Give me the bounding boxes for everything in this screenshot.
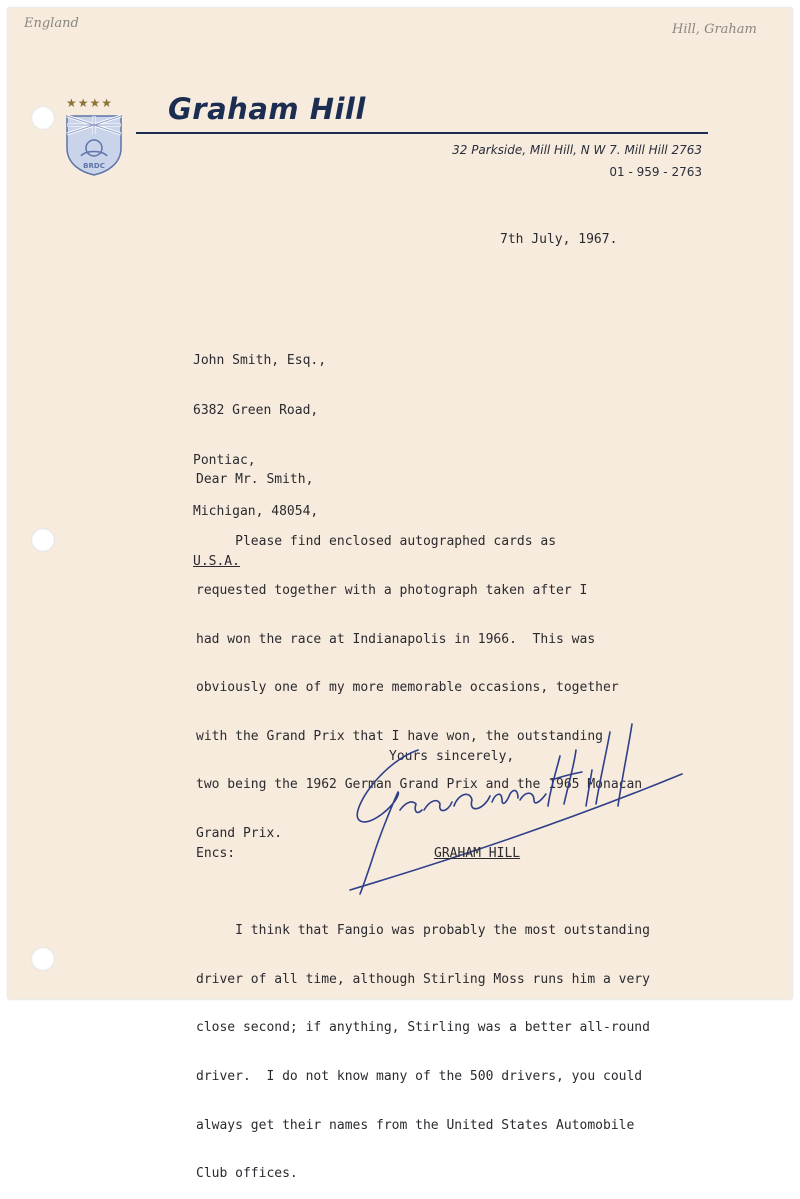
letterhead-name: Graham Hill: [168, 92, 366, 126]
recipient-line: Michigan, 48054,: [193, 503, 319, 519]
letterhead-phone: 01 - 959 - 2763: [609, 165, 702, 179]
body-line: always get their names from the United States Automobile: [196, 1117, 635, 1133]
body-line: close second; if anything, Stirling was a better all-round: [196, 1020, 650, 1036]
letterhead-rule: [136, 132, 708, 134]
handwritten-signature: [330, 710, 710, 910]
body-line: I think that Fangio was probably the most outstanding: [196, 923, 650, 939]
typed-signature-name: GRAHAM HILL: [434, 846, 521, 861]
body-line: with the Grand Prix that I have won, the outstanding: [196, 728, 603, 744]
pencil-note-name: Hill, Graham: [672, 22, 757, 37]
crest-text: BRDC: [83, 162, 105, 170]
enclosures-label: Encs:: [196, 846, 236, 861]
body-line: Please find enclosed autographed cards as: [196, 534, 557, 550]
punch-hole-bottom: [31, 947, 55, 971]
body-line: driver. I do not know many of the 500 drivers, you could: [196, 1069, 643, 1085]
body-line: Grand Prix.: [196, 826, 283, 842]
body-line: requested together with a photograph taken after I: [196, 583, 588, 599]
body-line: two being the 1962 German Grand Prix and the 1965 Monacan: [196, 777, 643, 793]
recipient-line: 6382 Green Road,: [193, 402, 319, 418]
letterhead-address: 32 Parkside, Mill Hill, N W 7. Mill Hill 2763: [452, 143, 702, 157]
recipient-line: Pontiac,: [193, 453, 256, 469]
letter-date: 7th July, 1967.: [500, 232, 618, 247]
stars-emblem: ★★★★: [66, 96, 114, 110]
closing: Yours sincerely,: [389, 749, 515, 764]
punch-hole-middle: [31, 528, 55, 552]
salutation: Dear Mr. Smith,: [196, 472, 314, 487]
body-line: Club offices.: [196, 1166, 298, 1182]
body-line: driver of all time, although Stirling Moss runs him a very: [196, 971, 650, 987]
punch-hole-top: [31, 106, 55, 130]
brdc-crest-icon: [63, 112, 125, 176]
body-line: had won the race at Indianapolis in 1966. This was: [196, 631, 596, 647]
recipient-line: John Smith, Esq.,: [193, 352, 327, 368]
body-line: obviously one of my more memorable occasions, together: [196, 680, 619, 696]
recipient-country: U.S.A.: [193, 554, 240, 570]
pencil-note-country: England: [24, 16, 79, 31]
